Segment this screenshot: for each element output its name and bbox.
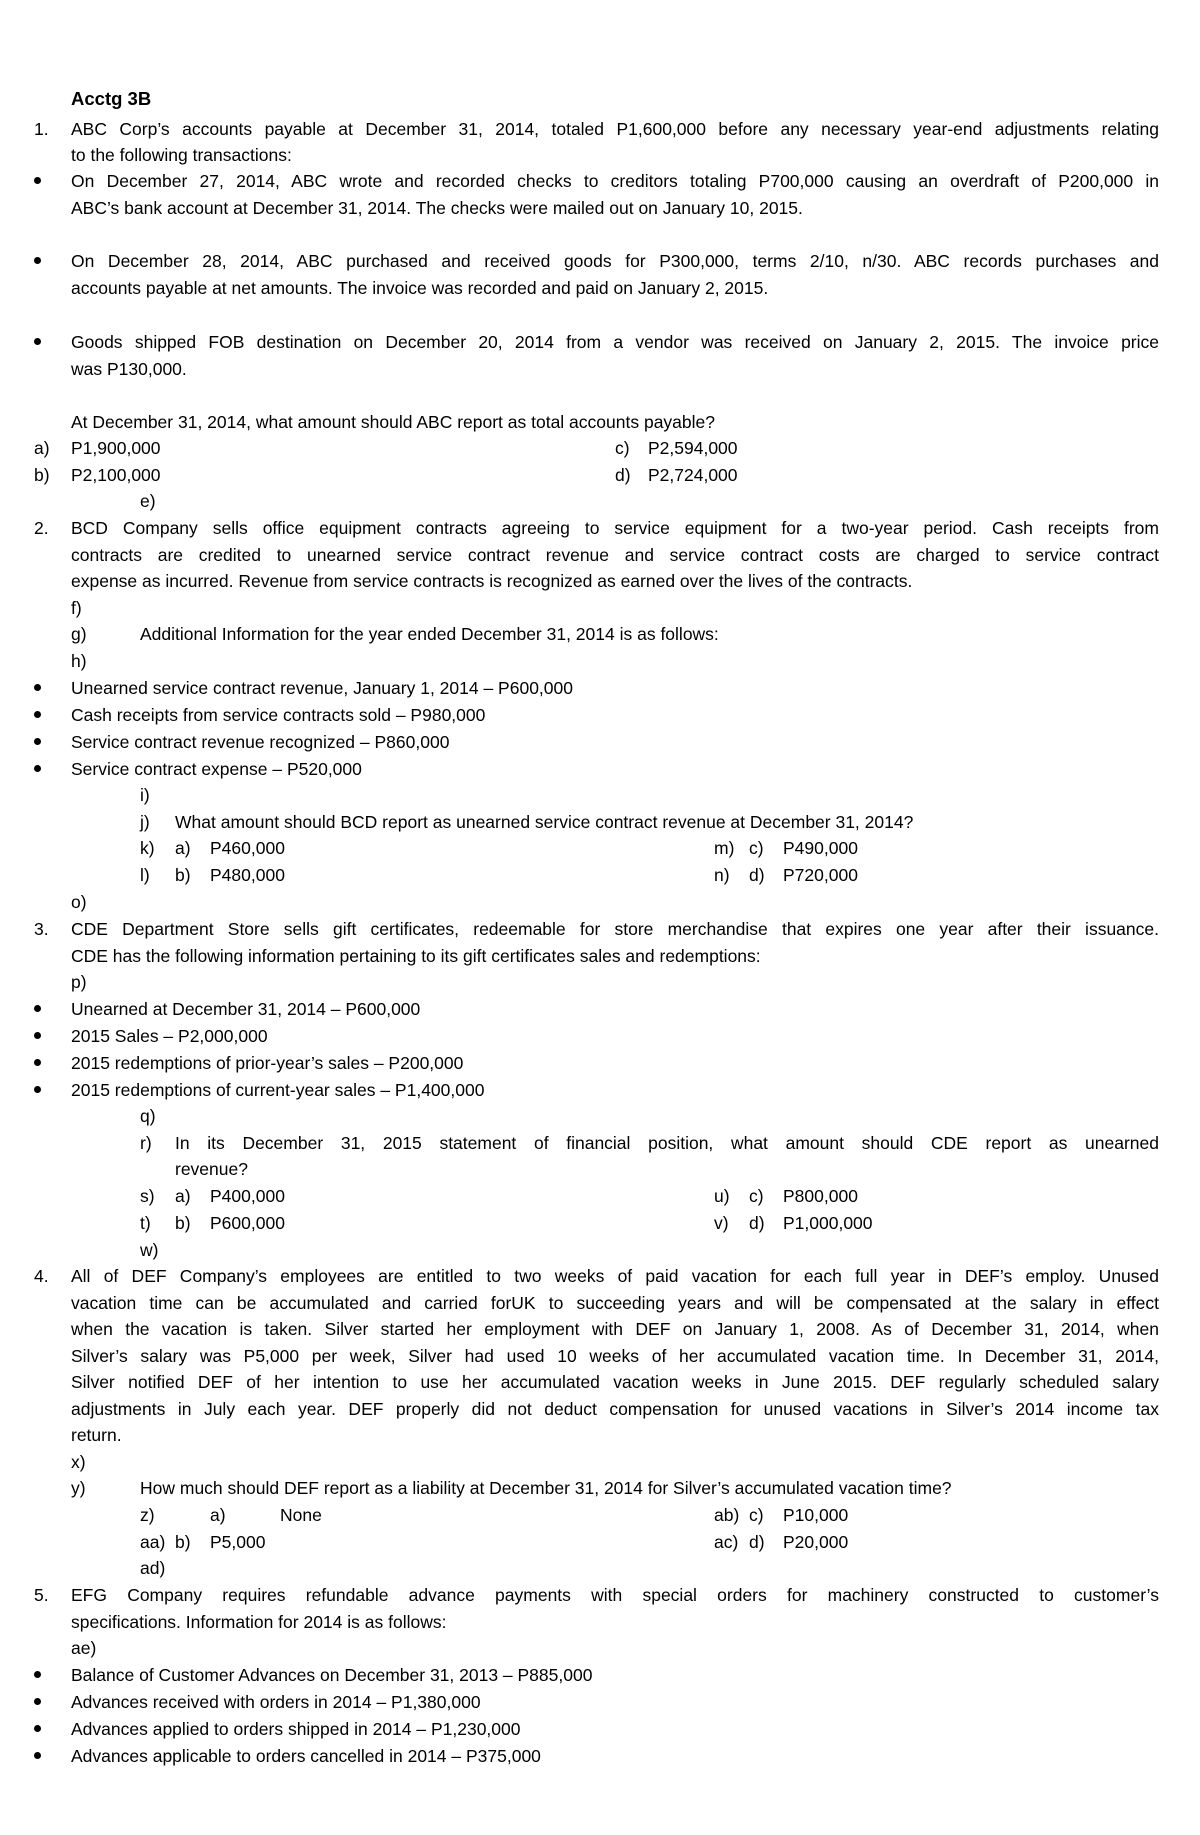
q2-h-label: h): [71, 651, 87, 671]
q3-v-label: v): [714, 1213, 729, 1233]
bullet-icon: [34, 684, 41, 691]
bullet-icon: [34, 257, 41, 264]
q3-bullet3: 2015 redemptions of prior-year’s sales – P200,000: [71, 1053, 464, 1073]
q4-line6: adjustments in July each year. DEF properly did not deduct compensation for unused vacations in Silver’s 2014 income tax: [71, 1399, 1159, 1419]
q1-choice-c-value: P2,594,000: [648, 438, 738, 458]
q1-number: 1.: [34, 119, 49, 139]
q1-stem-line2: to the following transactions:: [71, 145, 292, 165]
q2-f-label: f): [71, 598, 82, 618]
bullet-icon: [34, 1725, 41, 1732]
q4-aa-label: aa): [140, 1532, 166, 1552]
q2-bullet4: Service contract expense – P520,000: [71, 759, 362, 779]
q5-ae-label: ae): [71, 1638, 97, 1658]
q2-n-label: n): [714, 865, 730, 885]
q2-choice-d-label: d): [749, 865, 765, 885]
q3-choice-d-label: d): [749, 1213, 765, 1233]
q2-j-label: j): [140, 812, 150, 832]
q1-bullet3-line2: was P130,000.: [71, 359, 187, 379]
bullet-icon: [34, 738, 41, 745]
q4-line7: return.: [71, 1425, 122, 1445]
q4-choice-d-value: P20,000: [783, 1532, 849, 1552]
bullet-icon: [34, 1752, 41, 1759]
q2-line1: BCD Company sells office equipment contracts agreeing to service equipment for a two-year period. Cash receipts from: [71, 518, 1159, 538]
bullet-icon: [34, 338, 41, 345]
q3-q-label: q): [140, 1106, 156, 1126]
q2-i-label: i): [140, 785, 150, 805]
q2-bullet2: Cash receipts from service contracts sold – P980,000: [71, 705, 486, 725]
q2-bullet3: Service contract revenue recognized – P860,000: [71, 732, 450, 752]
q3-w-label: w): [140, 1240, 159, 1260]
q2-question: What amount should BCD report as unearned service contract revenue at December 31, 2014?: [175, 812, 914, 832]
q1-choice-d-value: P2,724,000: [648, 465, 738, 485]
q3-bullet4: 2015 redemptions of current-year sales – P1,400,000: [71, 1080, 485, 1100]
bullet-icon: [34, 711, 41, 718]
q4-line2: vacation time can be accumulated and carried forUK to succeeding years and will be compensated at the salary in effect: [71, 1293, 1159, 1313]
q4-choice-c-label: c): [749, 1505, 764, 1525]
q2-additional-info: Additional Information for the year ended December 31, 2014 is as follows:: [140, 624, 719, 644]
bullet-icon: [34, 1086, 41, 1093]
q4-x-label: x): [71, 1452, 86, 1472]
q2-o-label: o): [71, 892, 87, 912]
q1-stem-line1: ABC Corp’s accounts payable at December 31, 2014, totaled P1,600,000 before any necessary year-end adjustments relating: [71, 119, 1159, 139]
q2-k-label: k): [140, 838, 155, 858]
q4-question: How much should DEF report as a liability at December 31, 2014 for Silver’s accumulated vacation time?: [140, 1478, 952, 1498]
q3-line1: CDE Department Store sells gift certificates, redeemable for store merchandise that expires one year after their issuance.: [71, 919, 1159, 939]
q2-choice-a-value: P460,000: [210, 838, 285, 858]
q4-choice-d-label: d): [749, 1532, 765, 1552]
document-title: Acctg 3B: [71, 88, 152, 109]
q2-number: 2.: [34, 518, 49, 538]
q4-choice-a-label: a): [210, 1505, 226, 1525]
q4-ac-label: ac): [714, 1532, 739, 1552]
q3-s-label: s): [140, 1186, 155, 1206]
q4-choice-b-value: P5,000: [210, 1532, 266, 1552]
q2-l-label: l): [140, 865, 150, 885]
q2-choice-c-label: c): [749, 838, 764, 858]
q4-ab-label: ab): [714, 1505, 740, 1525]
q3-choice-c-value: P800,000: [783, 1186, 858, 1206]
q1-e-label: e): [140, 491, 156, 511]
q2-m-label: m): [714, 838, 735, 858]
q2-g-label: g): [71, 624, 87, 644]
q3-choice-d-value: P1,000,000: [783, 1213, 873, 1233]
bullet-icon: [34, 1059, 41, 1066]
q4-choice-a-value: None: [280, 1505, 322, 1525]
q5-bullet4: Advances applicable to orders cancelled in 2014 – P375,000: [71, 1746, 541, 1766]
q5-number: 5.: [34, 1585, 49, 1605]
q4-line5: Silver notified DEF of her intention to use her accumulated vacation weeks in June 2015. DEF regularly scheduled salary: [71, 1372, 1159, 1392]
q3-t-label: t): [140, 1213, 151, 1233]
q4-number: 4.: [34, 1266, 49, 1286]
bullet-icon: [34, 1698, 41, 1705]
q3-choice-a-value: P400,000: [210, 1186, 285, 1206]
q4-y-label: y): [71, 1478, 86, 1498]
q1-bullet2-line1: On December 28, 2014, ABC purchased and received goods for P300,000, terms 2/10, n/30. ABC records purchases and: [71, 251, 1159, 271]
q4-line1: All of DEF Company’s employees are entitled to two weeks of paid vacation for each full year in DEF’s employ. Unused: [71, 1266, 1159, 1286]
q1-bullet1-line1: On December 27, 2014, ABC wrote and recorded checks to creditors totaling P700,000 causing an overdraft of P200,000 in: [71, 171, 1159, 191]
q3-choice-a-label: a): [175, 1186, 191, 1206]
q2-bullet1: Unearned service contract revenue, January 1, 2014 – P600,000: [71, 678, 573, 698]
bullet-icon: [34, 1005, 41, 1012]
q4-ad-label: ad): [140, 1558, 166, 1578]
q5-line1: EFG Company requires refundable advance payments with special orders for machinery constructed to customer’s: [71, 1585, 1159, 1605]
q4-line3: when the vacation is taken. Silver started her employment with DEF on January 1, 2008. As of December 31, 2014, when: [71, 1319, 1159, 1339]
bullet-icon: [34, 177, 41, 184]
bullet-icon: [34, 765, 41, 772]
q2-line3: expense as incurred. Revenue from service contracts is recognized as earned over the lives of the contracts.: [71, 571, 913, 591]
q5-line2: specifications. Information for 2014 is as follows:: [71, 1612, 447, 1632]
q3-r-label: r): [140, 1133, 152, 1153]
q3-bullet2: 2015 Sales – P2,000,000: [71, 1026, 268, 1046]
q2-choice-b-label: b): [175, 865, 191, 885]
q1-bullet1-line2: ABC’s bank account at December 31, 2014. The checks were mailed out on January 10, 2015.: [71, 198, 803, 218]
q5-bullet3: Advances applied to orders shipped in 2014 – P1,230,000: [71, 1719, 521, 1739]
q2-choice-c-value: P490,000: [783, 838, 858, 858]
q3-choice-c-label: c): [749, 1186, 764, 1206]
q3-question-line1: In its December 31, 2015 statement of financial position, what amount should CDE report as unearned: [175, 1133, 1159, 1153]
q4-choice-c-value: P10,000: [783, 1505, 849, 1525]
q1-choice-b-value: P2,100,000: [71, 465, 161, 485]
q4-z-label: z): [140, 1505, 155, 1525]
q2-line2: contracts are credited to unearned service contract revenue and service contract costs are charged to service contract: [71, 545, 1159, 565]
q3-u-label: u): [714, 1186, 730, 1206]
q3-question-line2: revenue?: [175, 1159, 248, 1179]
bullet-icon: [34, 1671, 41, 1678]
q3-choice-b-value: P600,000: [210, 1213, 285, 1233]
q3-bullet1: Unearned at December 31, 2014 – P600,000: [71, 999, 421, 1019]
q4-line4: Silver’s salary was P5,000 per week, Silver had used 10 weeks of her accumulated vacation time. In December 31, 2014,: [71, 1346, 1159, 1366]
q1-choice-a-value: P1,900,000: [71, 438, 161, 458]
q3-line2: CDE has the following information pertaining to its gift certificates sales and redemptions:: [71, 946, 761, 966]
q1-bullet3-line1: Goods shipped FOB destination on December 20, 2014 from a vendor was received on January 2, 2015. The invoice price: [71, 332, 1159, 352]
bullet-icon: [34, 1032, 41, 1039]
q5-bullet2: Advances received with orders in 2014 – P1,380,000: [71, 1692, 481, 1712]
q1-choice-a-label: a): [34, 438, 50, 458]
q1-bullet2-line2: accounts payable at net amounts. The invoice was recorded and paid on January 2, 2015.: [71, 278, 769, 298]
q4-choice-b-label: b): [175, 1532, 191, 1552]
q1-choice-d-label: d): [615, 465, 631, 485]
q3-p-label: p): [71, 972, 87, 992]
q5-bullet1: Balance of Customer Advances on December 31, 2013 – P885,000: [71, 1665, 593, 1685]
q1-choice-b-label: b): [34, 465, 50, 485]
q2-choice-d-value: P720,000: [783, 865, 858, 885]
q1-question: At December 31, 2014, what amount should ABC report as total accounts payable?: [71, 412, 715, 432]
q3-number: 3.: [34, 919, 49, 939]
q2-choice-a-label: a): [175, 838, 191, 858]
q3-choice-b-label: b): [175, 1213, 191, 1233]
q2-choice-b-value: P480,000: [210, 865, 285, 885]
q1-choice-c-label: c): [615, 438, 630, 458]
